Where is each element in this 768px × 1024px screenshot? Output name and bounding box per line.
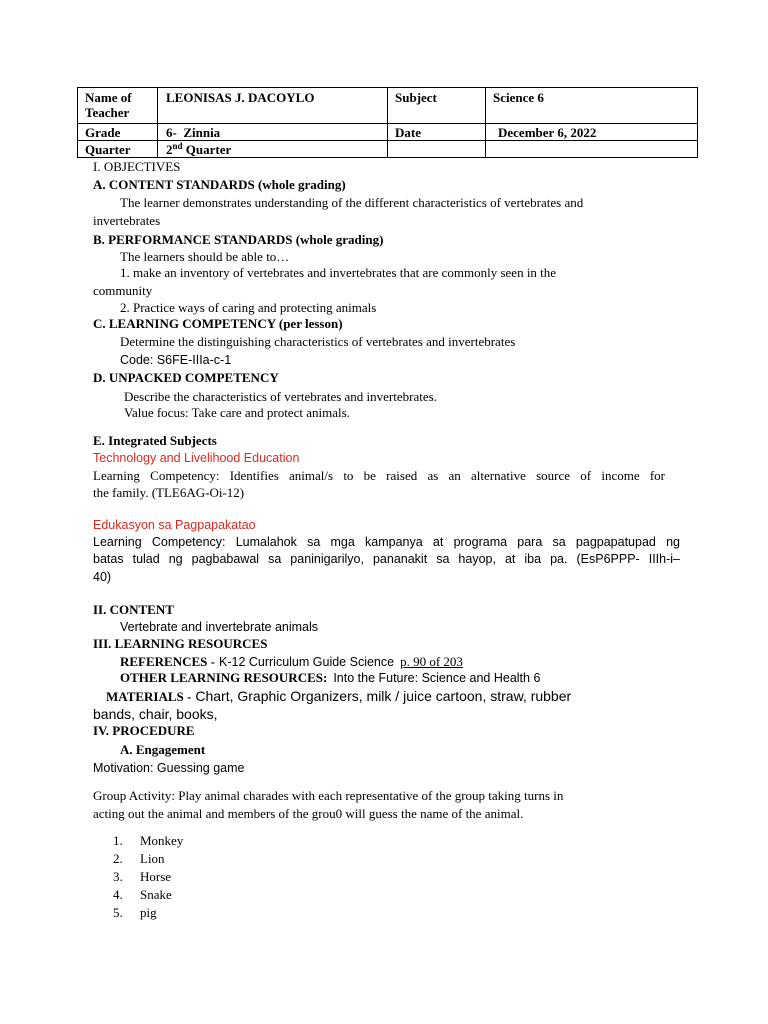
group-activity-line: acting out the animal and members of the grou0 will guess the name of the animal. xyxy=(93,806,524,821)
list-item-text: Lion xyxy=(140,851,165,866)
list-item-number: 5. xyxy=(113,905,123,920)
quarter-suffix: nd xyxy=(172,141,183,151)
subject-value: Science 6 xyxy=(486,88,698,124)
integrated-subject-title: Edukasyon sa Pagpapakatao xyxy=(93,518,256,532)
list-item-text: pig xyxy=(140,905,157,920)
integrated-subject-line: 40) xyxy=(93,570,112,584)
grade-label: Grade xyxy=(78,124,158,141)
learning-competency-heading: C. LEARNING COMPETENCY (per lesson) xyxy=(93,316,343,331)
content-standards-line: invertebrates xyxy=(93,213,161,228)
competency-code: Code: S6FE-IIIa-c-1 xyxy=(120,353,232,367)
value-focus-line: Value focus: Take care and protect animals. xyxy=(124,405,350,420)
subject-label: Subject xyxy=(388,88,486,124)
list-item-text: Monkey xyxy=(140,833,184,848)
content-heading: II. CONTENT xyxy=(93,602,174,617)
unpacked-competency-line: Describe the characteristics of vertebrates and invertebrates. xyxy=(124,389,437,404)
header-row-quarter xyxy=(78,141,698,158)
integrated-subject-title: Technology and Livelihood Education xyxy=(93,451,300,465)
quarter-text: Quarter xyxy=(185,142,232,157)
list-item-number: 1. xyxy=(113,833,123,848)
empty-cell xyxy=(486,141,698,158)
integrated-subject-line: Learning Competency: Lumalahok sa mga kampanya at programa para sa pagpapatupad ng xyxy=(93,535,680,549)
materials-text: bands, chair, books, xyxy=(93,706,218,722)
other-resources-text: Into the Future: Science and Health 6 xyxy=(333,671,541,685)
list-item-number: 4. xyxy=(113,887,123,902)
engagement-heading: A. Engagement xyxy=(120,742,206,757)
list-item-number: 2. xyxy=(113,851,123,866)
performance-standards-line: 2. Practice ways of caring and protecting animals xyxy=(120,300,377,315)
teacher-label: Name of Teacher xyxy=(78,88,158,124)
integrated-subject-line: batas tulad ng pagbabawal sa paninigarilyo, pananakit sa hayop, at iba pa. (EsP6PPP- IIIh-i– xyxy=(93,552,680,566)
motivation-text: Motivation: Guessing game xyxy=(93,761,245,775)
performance-standards-line: 1. make an inventory of vertebrates and invertebrates that are commonly seen in the xyxy=(120,265,557,280)
integrated-subject-line: the family. (TLE6AG-Oi-12) xyxy=(93,485,245,500)
performance-standards-line: The learners should be able to… xyxy=(120,249,290,264)
unpacked-competency-heading: D. UNPACKED COMPETENCY xyxy=(93,370,279,385)
references-label: REFERENCES - xyxy=(120,654,215,669)
list-item-number: 3. xyxy=(113,869,123,884)
references-page: p. 90 of 203 xyxy=(400,654,463,669)
content-text: Vertebrate and invertebrate animals xyxy=(120,620,319,634)
teacher-name: LEONISAS J. DACOYLO xyxy=(158,88,388,124)
content-standards-line: The learner demonstrates understanding of the different characteristics of vertebrates and xyxy=(120,195,584,210)
header-row-grade xyxy=(78,124,698,141)
integrated-subjects-heading: E. Integrated Subjects xyxy=(93,433,217,448)
references-text: K-12 Curriculum Guide Science xyxy=(219,655,395,669)
date-value: December 6, 2022 xyxy=(486,124,698,141)
other-resources-line xyxy=(120,670,540,686)
materials-text: Chart, Graphic Organizers, milk / juice cartoon, straw, rubber xyxy=(195,688,572,704)
materials-line xyxy=(106,688,571,705)
other-resources-label: OTHER LEARNING RESOURCES: xyxy=(120,670,328,685)
group-activity-line: Group Activity: Play animal charades with each representative of the group taking turns in xyxy=(93,788,564,803)
list-item-text: Snake xyxy=(140,887,172,902)
materials-label: MATERIALS - xyxy=(106,689,192,704)
header-row-teacher xyxy=(78,88,698,124)
quarter-label: Quarter xyxy=(78,141,158,158)
procedure-heading: IV. PROCEDURE xyxy=(93,723,195,738)
integrated-subject-line: Learning Competency: Identifies animal/s to be raised as an alternative source of income for xyxy=(93,468,665,483)
references-line xyxy=(120,654,463,670)
quarter-number: 2 xyxy=(166,142,173,157)
empty-cell xyxy=(388,141,486,158)
content-standards-heading: A. CONTENT STANDARDS (whole grading) xyxy=(93,177,346,192)
learning-resources-heading: III. LEARNING RESOURCES xyxy=(93,636,268,651)
quarter-value xyxy=(158,141,388,158)
objectives-heading: I. OBJECTIVES xyxy=(93,159,181,174)
performance-standards-heading: B. PERFORMANCE STANDARDS (whole grading) xyxy=(93,232,384,247)
list-item-text: Horse xyxy=(140,869,172,884)
date-label: Date xyxy=(388,124,486,141)
grade-value: 6- Zinnia xyxy=(158,124,388,141)
performance-standards-line: community xyxy=(93,283,153,298)
learning-competency-line: Determine the distinguishing characteristics of vertebrates and invertebrates xyxy=(120,334,516,349)
lesson-header-table xyxy=(77,87,698,158)
